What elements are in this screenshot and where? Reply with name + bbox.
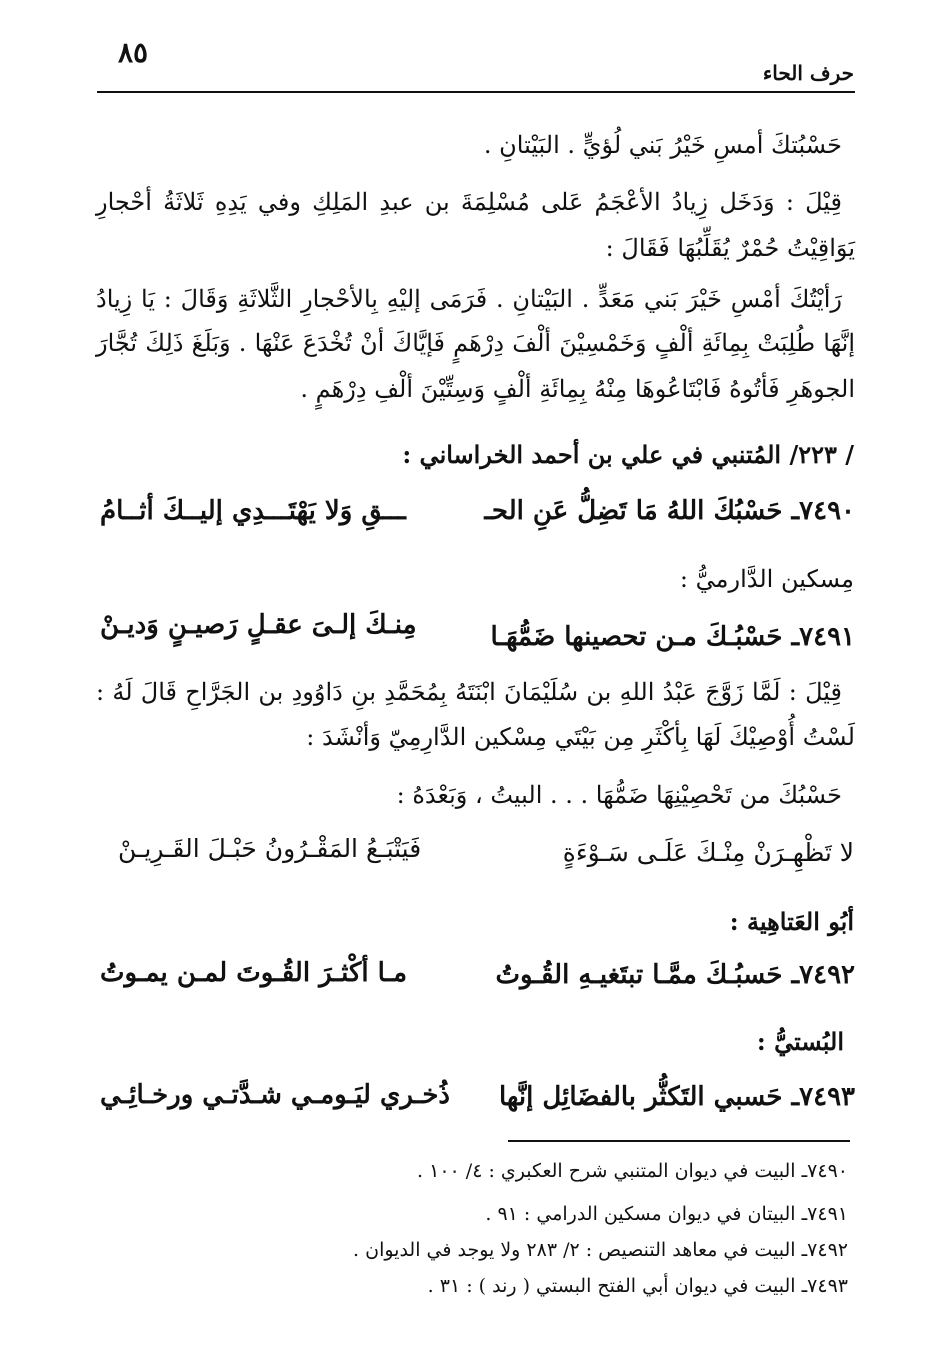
verse-first-hemistich: ٧٤٩٠ـ حَسْبُكَ اللهُ مَا تَضِلُّ عَنِ الحـ xyxy=(484,496,855,526)
verse-second-hemistich: مـا أكْثـرَ القُـوتَ لمـن يمـوتُ xyxy=(100,958,408,988)
text-line: قِيْلَ : لَمَّا زَوَّجَ عَبْدُ اللهِ بن سُلَيْمَانَ ابْنَتَهُ بِمُحَمَّدِ بنِ دَاوُودِ بن الجَرَّاحِ قَالَ لَهُ : xyxy=(96,678,842,706)
section-heading: / ٢٢٣/ المُتنبي في علي بن أحمد الخراساني : xyxy=(402,440,854,469)
verse-second-hemistich: فَيَتْبَـعُ المَقْـرُونُ حَبْـلَ القَـرِيـنْ xyxy=(118,834,422,863)
text-line: حَسْبُتكَ أمسِ خَيْرُ بَني لُؤيٍّ . البَيْتانِ . xyxy=(483,131,842,159)
text-line: رَأيْتُكَ أمْسِ خَيْرَ بَني مَعَدٍّ . البَيْتانِ . فَرَمَى إليْهِ بِالأحْجارِ الثَّلاثَةِ وَقَالَ : يَا زِيادُ xyxy=(96,285,842,313)
poet-attribution: مِسكين الدَّارميُّ : xyxy=(679,565,854,593)
text-line: الجوهَرِ فَأتُوهُ فَابْتَاعُوهَا مِنْهُ بِمِائَةِ ألْفٍ وَسِتِّيْنَ ألْفِ دِرْهَمٍ . xyxy=(300,375,855,403)
verse-first-hemistich: ٧٤٩٢ـ حَسبُـكَ ممَّـا تبتَغيـهِ القُـوتُ xyxy=(495,960,855,990)
verse-second-hemistich: مِنـكَ إلـىَ عقـلٍ رَصيـنٍ وَديـنْ xyxy=(100,610,417,640)
footnote: ٧٤٩٠ـ البيت في ديوان المتنبي شرح العكبري : ٤/ ١٠٠ . xyxy=(417,1160,848,1182)
footnote: ٧٤٩١ـ البيتان في ديوان مسكين الدرامي : ٩١ . xyxy=(485,1203,848,1225)
verse-first-hemistich: لا تَظْهِـرَنْ مِنْـكَ عَلَـى سَـوْءَةٍ xyxy=(562,838,854,867)
footnote: ٧٤٩٣ـ البيت في ديوان أبي الفتح البستي ( رند ) : ٣١ . xyxy=(427,1275,848,1297)
verse-second-hemistich: ـــقِ وَلا يَهْتَـــدِي إليــكَ أثــامُ xyxy=(100,496,406,526)
text-line: قِيْلَ : وَدَخَل زِيادُ الأعْجَمُ عَلى مُسْلِمَةَ بن عبدِ المَلِكِ وفي يَدِهِ ثَلاثَةُ أحْجارِ xyxy=(96,188,842,216)
poet-attribution: البُستيُّ : xyxy=(756,1027,844,1056)
running-title: حرف الحاء xyxy=(762,61,854,85)
page-number: ٨٥ xyxy=(118,36,149,69)
text-line: حَسْبُكَ من تَحْصِيْنِهَا ضَمُّهَا . . . البيتُ ، وَبَعْدَهُ : xyxy=(396,781,842,809)
text-line: لَسْتُ أُوْصِيْكَ لَهَا بِأكْثَرِ مِن بَيْتَي مِسْكين الدَّارِمِيّ وَأنْشَدَ : xyxy=(306,723,855,751)
verse-second-hemistich: ذُخـري ليَـومـي شـدَّتـي ورخـائِـي xyxy=(100,1080,450,1110)
footnote-rule xyxy=(508,1140,850,1142)
text-line: إنَّهَا طُلِبَتْ بِمِائَةِ ألْفٍ وَخَمْسِيْنَ ألْفَ دِرْهَمٍ فَإيَّاكَ أنْ تُخْدَعَ عَنْهَا . وَبَلَغَ ذَلِكَ تُجَّارَ xyxy=(96,329,855,357)
footnote: ٧٤٩٢ـ البيت في معاهد التنصيص : ٢/ ٢٨٣ ولا يوجد في الديوان . xyxy=(353,1239,848,1261)
poet-attribution: أبُو العَتاهِية : xyxy=(729,907,854,936)
verse-first-hemistich: ٧٤٩١ـ حَسْبُـكَ مـن تحصينها ضَمُّهَـا xyxy=(490,622,855,652)
header-rule xyxy=(97,91,855,93)
verse-first-hemistich: ٧٤٩٣ـ حَسبي التَكثُّر بالفضَائِل إنَّها xyxy=(498,1082,855,1112)
text-line: يَوَاقِيْتُ حُمْرٌ يُقَلِّبُهَا فَقَالَ : xyxy=(605,234,855,262)
